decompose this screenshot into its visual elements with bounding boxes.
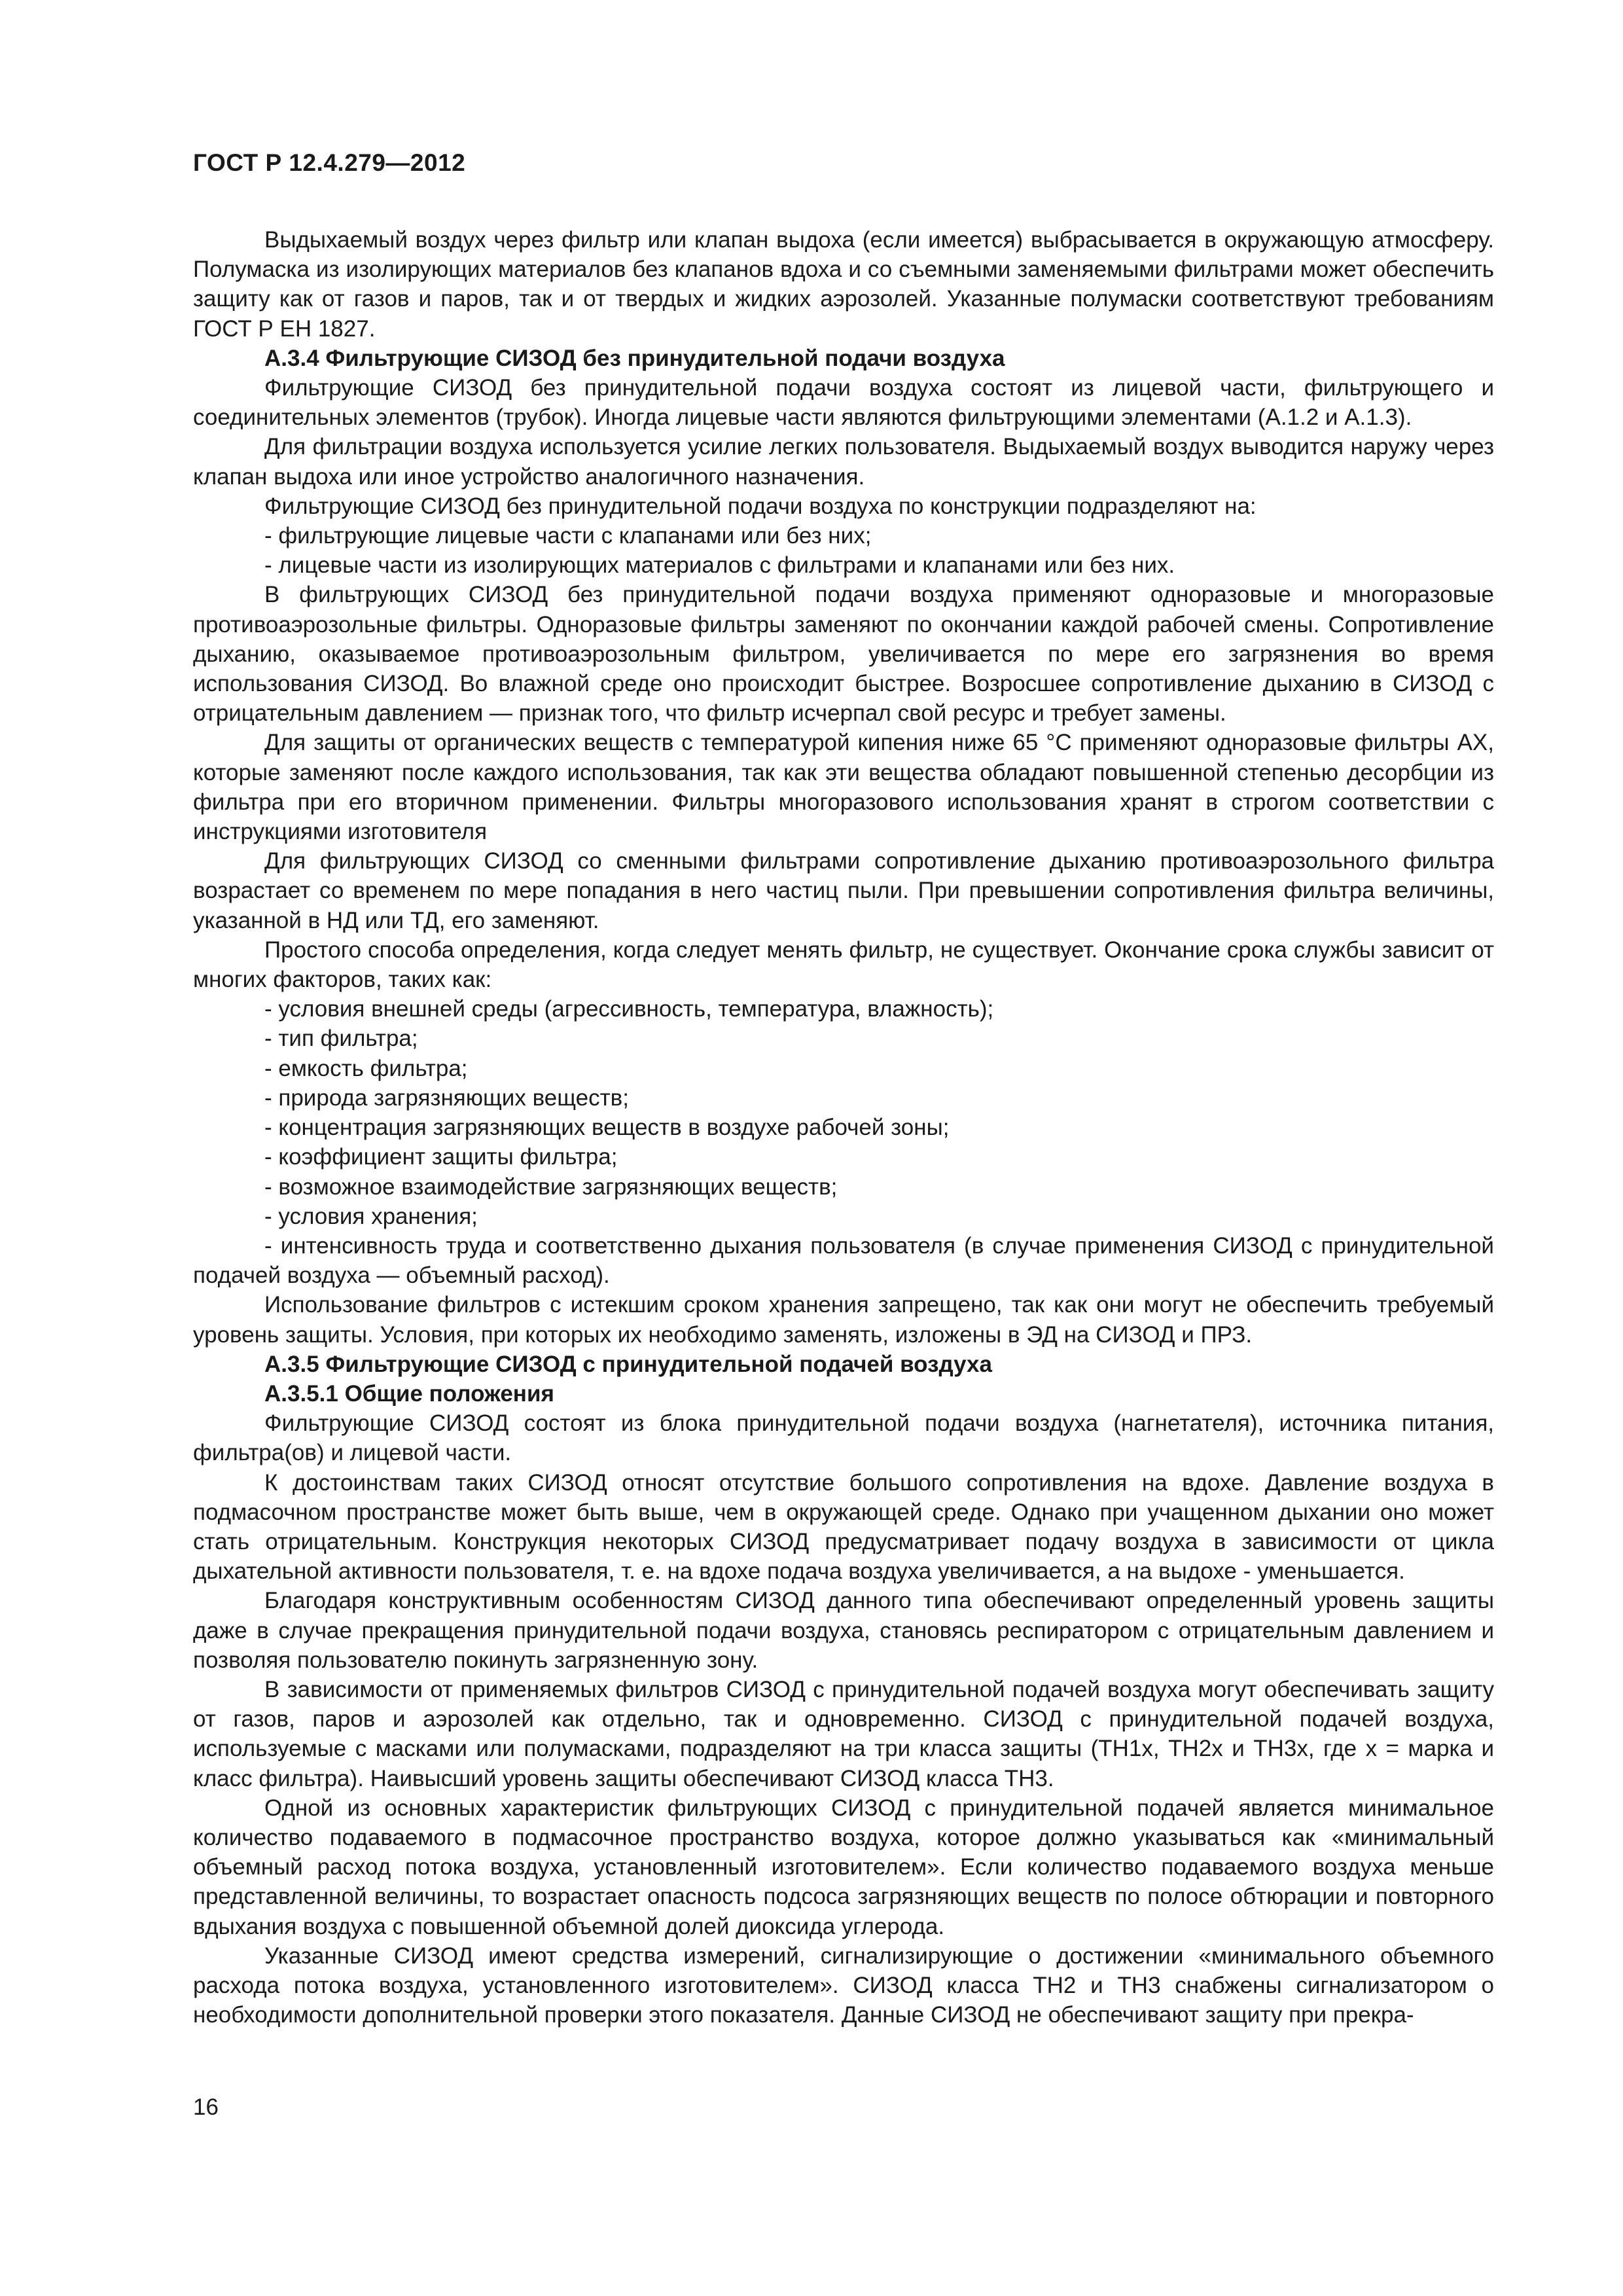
section-heading-a-3-4: А.3.4 Фильтрующие СИЗОД без принудительной подачи воздуха — [264, 345, 1005, 371]
paragraph: Выдыхаемый воздух через фильтр или клапан выдоха (если имеется) выбрасывается в окружающую атмосферу. Полумаска из изолирующих материалов без клапанов вдоха и со съемными заменяемыми фильтрами может обеспечить защиту как от газов и паров, так и от твердых и жидких аэрозолей. Указанные полумаски соответствуют требованиям ГОСТ Р ЕН 1827. — [193, 227, 1494, 342]
list-item: - возможное взаимодействие загрязняющих веществ; — [264, 1174, 838, 1200]
list-item: - интенсивность труда и соответственно дыхания пользователя (в случае применения СИЗОД с принудительной подачей воздуха — объемный расход). — [193, 1232, 1494, 1289]
list-item: - емкость фильтра; — [264, 1055, 468, 1081]
section-heading-a-3-5-1: А.3.5.1 Общие положения — [264, 1380, 554, 1407]
paragraph: Для фильтрации воздуха используется усилие легких пользователя. Выдыхаемый воздух выводится наружу через клапан выдоха или иное устройство аналогичного назначения. — [193, 434, 1494, 490]
paragraph: Использование фильтров с истекшим сроком хранения запрещено, так как они могут не обеспечить требуемый уровень защиты. Условия, при которых их необходимо заменять, изложены в ЭД на СИЗОД и ПРЗ. — [193, 1292, 1494, 1348]
list-item: - коэффициент защиты фильтра; — [264, 1144, 618, 1170]
body-text — [193, 225, 1494, 2030]
list-item: - природа загрязняющих веществ; — [264, 1085, 629, 1111]
section-heading-a-3-5: А.3.5 Фильтрующие СИЗОД с принудительной подачей воздуха — [264, 1351, 992, 1377]
paragraph: Фильтрующие СИЗОД без принудительной подачи воздуха по конструкции подразделяют на: — [264, 493, 1257, 519]
list-item: - условия хранения; — [264, 1203, 478, 1229]
page-header-standard-code: ГОСТ Р 12.4.279—2012 — [193, 149, 466, 176]
paragraph: Благодаря конструктивным особенностям СИЗОД данного типа обеспечивают определенный уровень защиты даже в случае прекращения принудительной подачи воздуха, становясь респиратором с отрицательным давлением и позволяя пользователю покинуть загрязненную зону. — [193, 1588, 1494, 1673]
paragraph: В зависимости от применяемых фильтров СИЗОД с принудительной подачей воздуха могут обеспечивать защиту от газов, паров и аэрозолей как отдельно, так и одновременно. СИЗОД с принудительной подачей воздуха, используемые с масками или полумасками, подразделяют на три класса защиты (ТН1х, ТН2х и ТН3х, где х = марка и класс фильтра). Наивысший уровень защиты обеспечивают СИЗОД класса ТН3. — [193, 1676, 1494, 1791]
paragraph: К достоинствам таких СИЗОД относят отсутствие большого сопротивления на вдохе. Давление воздуха в подмасочном пространстве может быть выше, чем в окружающей среде. Однако при учащенном дыхании оно может стать отрицательным. Конструкция некоторых СИЗОД предусматривает подачу воздуха в зависимости от цикла дыхательной активности пользователя, т. е. на вдохе подача воздуха увеличивается, а на выдохе - уменьшается. — [193, 1469, 1494, 1585]
page-number: 16 — [193, 2094, 219, 2120]
list-item: - тип фильтра; — [264, 1026, 418, 1052]
paragraph: Одной из основных характеристик фильтрующих СИЗОД с принудительной подачей является минимальное количество подаваемого в подмасочное пространство воздуха, которое должно указываться как «минимальный объемный расход потока воздуха, установленный изготовителем». Если количество подаваемого воздуха меньше представленной величины, то возрастает опасность подсоса загрязняющих веществ по полосе обтюрации и повторного вдыхания воздуха с повышенной объемной долей диоксида углерода. — [193, 1795, 1494, 1939]
list-item: - фильтрующие лицевые части с клапанами или без них; — [264, 523, 872, 549]
paragraph: В фильтрующих СИЗОД без принудительной подачи воздуха применяют одноразовые и многоразовые противоаэрозольные фильтры. Одноразовые фильтры заменяют по окончании каждой рабочей смены. Сопротивление дыханию, оказываемое противоаэрозольным фильтром, увеличивается по мере его загрязнения во время использования СИЗОД. Во влажной среде оно происходит быстрее. Возросшее сопротивление дыханию в СИЗОД с отрицательным давлением — признак того, что фильтр исчерпал свой ресурс и требует замены. — [193, 582, 1494, 726]
paragraph: Простого способа определения, когда следует менять фильтр, не существует. Окончание срока службы зависит от многих факторов, таких как: — [193, 937, 1494, 993]
list-item: - лицевые части из изолирующих материалов с фильтрами и клапанами или без них. — [264, 552, 1175, 579]
list-item: - условия внешней среды (агрессивность, температура, влажность); — [264, 996, 994, 1022]
list-item: - концентрация загрязняющих веществ в воздухе рабочей зоны; — [264, 1115, 950, 1141]
paragraph: Указанные СИЗОД имеют средства измерений, сигнализирующие о достижении «минимального объемного расхода потока воздуха, установленного изготовителем». СИЗОД класса ТН2 и ТН3 снабжены сигнализатором о необходимости дополнительной проверки этого показателя. Данные СИЗОД не обеспечивают защиту при прекра- — [193, 1943, 1494, 2028]
paragraph: Для фильтрующих СИЗОД со сменными фильтрами сопротивление дыханию противоаэрозольного фильтра возрастает со временем по мере попадания в него частиц пыли. При превышении сопротивления фильтра величины, указанной в НД или ТД, его заменяют. — [193, 848, 1494, 933]
paragraph: Фильтрующие СИЗОД без принудительной подачи воздуха состоят из лицевой части, фильтрующего и соединительных элементов (трубок). Иногда лицевые части являются фильтрующими элементами (А.1.2 и А.1.3). — [193, 375, 1494, 431]
paragraph: Фильтрующие СИЗОД состоят из блока принудительной подачи воздуха (нагнетателя), источника питания, фильтра(ов) и лицевой части. — [193, 1410, 1494, 1466]
paragraph: Для защиты от органических веществ с температурой кипения ниже 65 °С применяют одноразовые фильтры АХ, которые заменяют после каждого использования, так как эти вещества обладают повышенной степенью десорбции из фильтра при его вторичном применении. Фильтры многоразового использования хранят в строгом соответствии с инструкциями изготовителя — [193, 730, 1494, 845]
